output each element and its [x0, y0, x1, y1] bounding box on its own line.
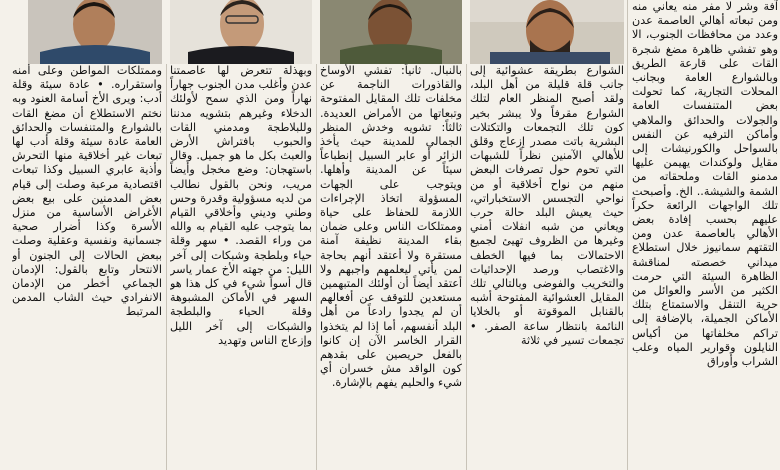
- article-column-4: [170, 64, 312, 470]
- column-rule: [466, 64, 467, 470]
- column-rule: [166, 64, 167, 470]
- column-rule: [627, 0, 628, 470]
- article-column-5: [12, 64, 162, 470]
- column-2-text: الشوارع بطريقة عشوائية إلى جانب قلة قليلة من أهل البلد، ولقد أصبح المنظر العام لتلك الشوارع مقرفاً ولا يبشر بخير كون تلك التجمعات والتكتلات البشرية باتت مصدر إزعاج وقلق للأهالي الآمنين نظراً للشبهات التي تحوم حول تصرفات البعض منهم من نواح أخلاقية أو من نواحي التجسس الاستخباراتي، حيث يعيش البلد حالة حرب ويعاني من شبه انفلات أمني وغيرها من الظروف تهيئ لجميع الاحتمالات بما فيها الخطف والاغتصاب ورصد الإحداثيات والتخريب والفوضى وبالتالي تلك المقايل العشوائية المفتوحة أشبه بالقنابل الموقوتة أو بالخلايا النائمة بانتظار ساعة الصفر. • تجمعات تسير في ثلاثة: [470, 64, 624, 347]
- portrait-photo-2: [320, 0, 462, 64]
- portrait-photo-1: [470, 0, 624, 64]
- portrait-photo-3: [170, 0, 312, 64]
- article-column-3: [320, 64, 462, 470]
- article-column-2: [470, 64, 624, 470]
- portrait-photo-4: [28, 0, 162, 64]
- article-column-1: [632, 0, 778, 470]
- column-3-text: بالنبال. ثانياً: تفشي الأوساخ والقاذورات الناجمة عن مخلفات تلك المقايل المفتوحة وتبعاتها من الأمراض العديدة. ثالثاً: تشويه وخدش المنظر الجمالي للمدينة حيث يأخذ الزائر أو عابر السبيل إنطباعاً سيئاً عن المدينة وأهلها. ويتوجب على الجهات المسؤولة اتخاذ الإجراءات اللازمة للحفاظ على حياة وممتلكات الناس وعلى ضمان بقاء المدينة نظيفة آمنة مستقرة ولا أعتقد أنهم بحاجة لمن يأتي ليعلمهم واجبهم ولا أعتقد أيضاً أن أولئك المتبهمين مستعدين للتوقف عن أفعالهم أن لم يجدوا رادعاً من أهل البلد أنفسهم، أما إذا لم يتخذوا القرار الخاسر الآن إن كانوا بالفعل حريصين على بقدهم كون الواقد مش خسران أي شيء والحليم يفهم بالإشارة.: [320, 64, 462, 390]
- column-4-text: وبهذلة تتعرض لها عاصمتنا عدن وأغلب مدن الجنوب جهاراً نهاراً ومن الذي سمح لأولئك الدخلاء وغيرهم بتشويه مدننا وللبلاطجة ومدمني القات والحبوب بافتراش الأرض والعبث بكل ما هو جميل. وقال باستهجان: وضع مخجل وأيضاً مريب، ونحن بالقول نطالب من لديه مسؤولية وقدرة وحس وطني وديني وأخلاقي القيام بما يتوجب عليه القيام به والله من وراء القصد. • سهر وقلة حياء وبلطجة وشبكات إلى آخر الليل: من جهته الأخ عمار ياسر قال أسواً شيء في كل هذا هو السهر في الأماكن المشبوهة وقلة الحياء والبلطجة والشبكات إلى آخر الليل وإزعاج الناس وتهديد: [170, 64, 312, 347]
- column-rule: [316, 64, 317, 470]
- column-1-text: آفة وشر لا مفر منه يعاني منه ومن تبعاته أهالي العاصمة عدن وعدد من محافظات الجنوب، الا وهو تفشي ظاهرة مضغ شجرة القات على قارعة الطريق وبالشوارع العامة وبجانب المحلات التجارية، كما تحولت بعض المتنفسات العامة والجولات والحدائق والملاهي وأماكن الترفيه عن النفس بالسواحل والكورنيشات إلى مقايل ولوكندات يهيمن عليها مدمنو القات وملحقاته من الشمة والشيشة.. الخ. وأصبحت تلك الواجهات الرائعة حكراً عليهم بحسب إفادة بعض الأهالي بالعاصمة عدن ومن التقتهم سمانيوز خلال استطلاع ميداني خصصته لمناقشة الظاهرة السيئة التي حرمت الكثير من الأسر والعوائل من حرية التنقل والاستمتاع بتلك الأماكن الجميلة، بالإضافة إلى تراكم مخلفاتها من أكياس النايلون وقوارير المياه وعلب الشراب وأوراق: [632, 0, 778, 369]
- column-5-text: وممتلكات المواطن وعلى أمنه واستقراره. • عادة سيئة وقلة أدب: ويرى الأخ أسامة العنود وبه نختم الاستطلاع أن مضغ القات بالشوارع والمتنفسات والحدائق العامة عادة سيئة وقلة أدب لها تبعات غير أخلاقية منها التحرش وأذية عابري السبيل وكذا تبعات اقتصادية مرعبة وصلت إلى قيام بعض المدمنين على بيع بعض الأغراض الأساسية من منزل الأسرة وكذا أضرار صحية جسمانية ونفسية وعقلية وصلت ببعض الحالات إلى الجنون أو الانتحار وتابع بالقول: الإدمان الجماعي أخطر من الإدمان الانفرادي حيث الشاب المدمن المرتبط: [12, 64, 162, 319]
